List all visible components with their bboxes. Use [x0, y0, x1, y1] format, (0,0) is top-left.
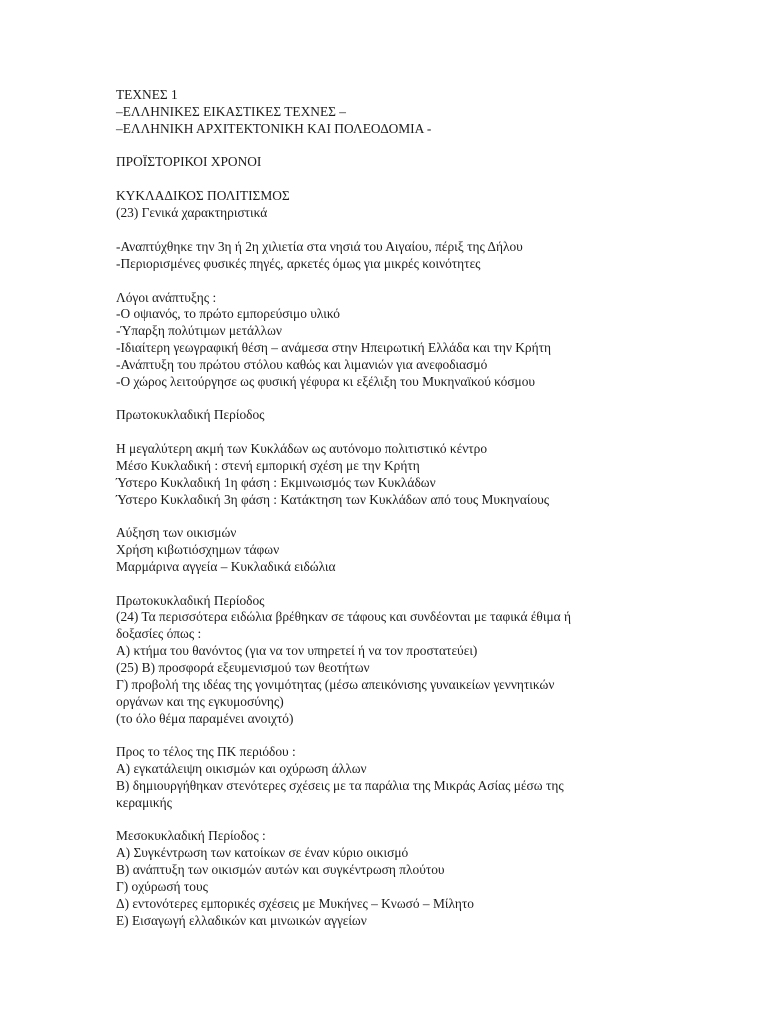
figurines-line: (το όλο θέμα παραμένει ανοιχτό) — [116, 711, 294, 726]
early-cycladic-heading: Πρωτοκυκλαδική Περίοδος — [116, 407, 265, 422]
middle-cycladic-line: Γ) οχύρωσή τους — [116, 879, 208, 894]
middle-cycladic-heading: Μεσοκυκλαδική Περίοδος : — [116, 828, 266, 843]
general-line: -Αναπτύχθηκε την 3η ή 2η χιλιετία στα νησιά του Αιγαίου, πέριξ της Δήλου — [116, 239, 523, 254]
figurines-line: Α) κτήμα του θανόντος (για να τον υπηρετεί ή να τον προστατεύει) — [116, 643, 478, 658]
growth-reasons-heading: Λόγοι ανάπτυξης : — [116, 290, 217, 305]
growth-reason-line: -Ο χώρος λειτούργησε ως φυσική γέφυρα κι εξέλιξη του Μυκηναϊκού κόσμου — [116, 374, 536, 389]
growth-reason-line: -Ο οψιανός, το πρώτο εμπορεύσιμο υλικό — [116, 306, 340, 321]
early-cycladic-heading-2: Πρωτοκυκλαδική Περίοδος — [116, 593, 265, 608]
end-of-period-line: κεραμικής — [116, 795, 172, 810]
end-of-period-line: Β) δημιουργήθηκαν στενότερες σχέσεις με τα παράλια της Μικράς Ασίας μέσω της — [116, 778, 564, 793]
figurines-line: οργάνων και της εγκυμοσύνης) — [116, 694, 284, 709]
figurines-line: Γ) προβολή της ιδέας της γονιμότητας (μέσω απεικόνισης γυναικείων γεννητικών — [116, 677, 555, 692]
document-subtitle-architecture: –ΕΛΛΗΝΙΚΗ ΑΡΧΙΤΕΚΤΟΝΙΚΗ ΚΑΙ ΠΟΛΕΟΔΟΜΙΑ - — [116, 121, 432, 136]
growth-reason-line: -Ανάπτυξη του πρώτου στόλου καθώς και λιμανιών για ανεφοδιασμό — [116, 357, 488, 372]
figurines-line: (24) Τα περισσότερα ειδώλια βρέθηκαν σε τάφους και συνδέονται με ταφικά έθιμα ή — [116, 609, 571, 624]
era-heading: ΠΡΟΪΣΤΟΡΙΚΟΙ ΧΡΟΝΟΙ — [116, 154, 262, 169]
settlement-line: Μαρμάρινα αγγεία – Κυκλαδικά ειδώλια — [116, 559, 336, 574]
general-line: -Περιορισμένες φυσικές πηγές, αρκετές όμως για μικρές κοινότητες — [116, 256, 481, 271]
period-line: Ύστερο Κυκλαδική 3η φάση : Κατάκτηση των Κυκλάδων από τους Μυκηναίους — [116, 492, 550, 507]
document-title: ΤΕΧΝΕΣ 1 — [116, 87, 178, 102]
end-of-period-line: Α) εγκατάλειψη οικισμών και οχύρωση άλλων — [116, 761, 367, 776]
settlement-line: Αύξηση των οικισμών — [116, 525, 237, 540]
middle-cycladic-line: Α) Συγκέντρωση των κατοίκων σε έναν κύριο οικισμό — [116, 845, 409, 860]
document-subtitle-arts: –ΕΛΛΗΝΙΚΕΣ ΕΙΚΑΣΤΙΚΕΣ ΤΕΧΝΕΣ – — [116, 104, 346, 119]
end-of-period-heading: Προς το τέλος της ΠΚ περιόδου : — [116, 744, 296, 759]
general-characteristics-heading: (23) Γενικά χαρακτηριστικά — [116, 205, 268, 220]
civilization-heading: ΚΥΚΛΑΔΙΚΟΣ ΠΟΛΙΤΙΣΜΟΣ — [116, 188, 290, 203]
growth-reason-line: -Ιδιαίτερη γεωγραφική θέση – ανάμεσα στην Ηπειρωτική Ελλάδα και την Κρήτη — [116, 340, 551, 355]
growth-reason-line: -Ύπαρξη πολύτιμων μετάλλων — [116, 323, 282, 338]
middle-cycladic-line: Δ) εντονότερες εμπορικές σχέσεις με Μυκήνες – Κνωσό – Μίλητο — [116, 896, 474, 911]
settlement-line: Χρήση κιβωτιόσχημων τάφων — [116, 542, 280, 557]
period-line: Ύστερο Κυκλαδική 1η φάση : Εκμινωισμός των Κυκλάδων — [116, 475, 436, 490]
middle-cycladic-line: Ε) Εισαγωγή ελλαδικών και μινωικών αγγείων — [116, 913, 367, 928]
figurines-line: (25) Β) προσφορά εξευμενισμού των θεοτήτων — [116, 660, 370, 675]
period-line: Μέσο Κυκλαδική : στενή εμπορική σχέση με την Κρήτη — [116, 458, 420, 473]
middle-cycladic-line: Β) ανάπτυξη των οικισμών αυτών και συγκέντρωση πλούτου — [116, 862, 445, 877]
figurines-line: δοξασίες όπως : — [116, 626, 202, 641]
period-line: Η μεγαλύτερη ακμή των Κυκλάδων ως αυτόνομο πολιτιστικό κέντρο — [116, 441, 488, 456]
